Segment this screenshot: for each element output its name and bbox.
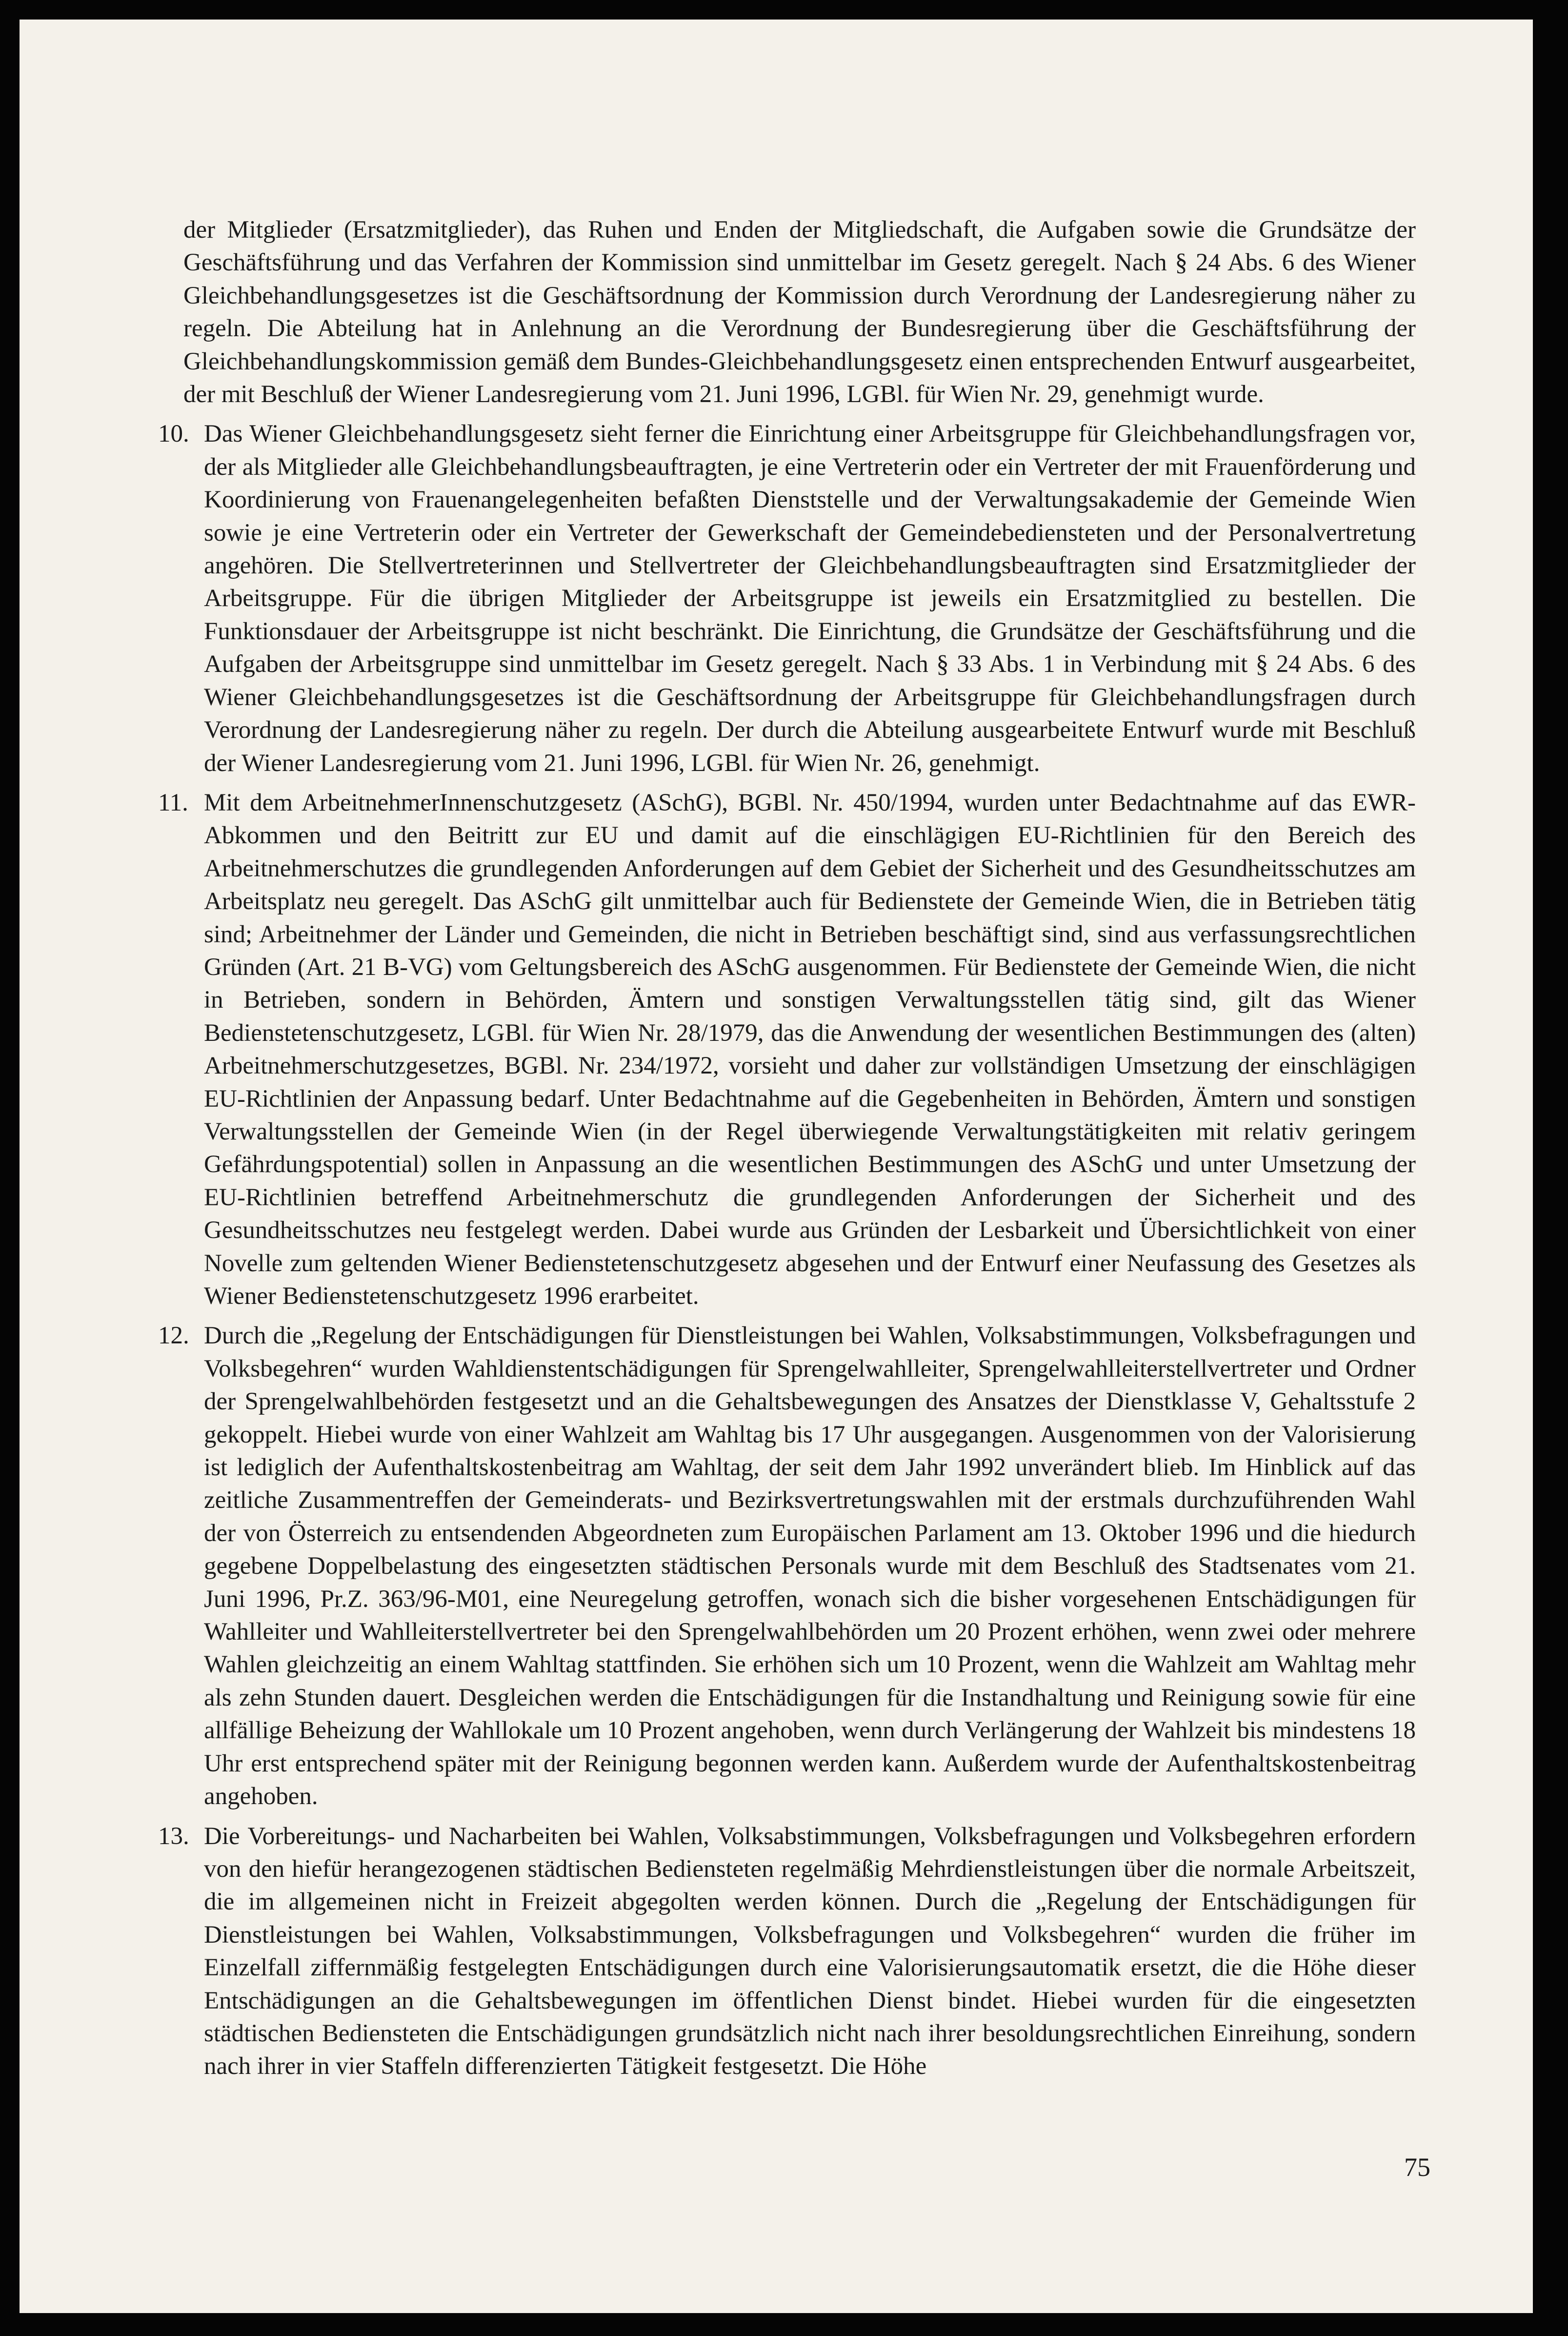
list-item-number: 10.	[158, 420, 189, 448]
list-item-number: 13.	[158, 1822, 189, 1850]
page-number: 75	[1404, 2153, 1430, 2182]
list-item-number: 11.	[158, 789, 188, 816]
list-item-text: Die Vorbereitungs- und Nacharbeiten bei Wahlen, Volksabstimmungen, Volksbefragungen und Volksbegehren erfordern von den hiefür herangezogenen städtischen Bediensteten regelmäßig Mehrdienstleistungen über die normale Arbeitszeit, die im allgemeinen nicht in Freizeit abgegolten werden können. Durch die „Regelung der Entschädigungen für Dienstleistungen bei Wahlen, Volksabstimmungen, Volksbefragungen und Volksbegehren“ wurden die früher im Einzelfall ziffernmäßig festgelegten Entschädigungen durch eine Valorisierungsautomatik ersetzt, die die Höhe dieser Entschädigungen an die Gehaltsbewegungen im öffentlichen Dienst bindet. Hiebei wurden für die eingesetzten städtischen Bediensteten die Entschädigungen grundsätzlich nicht nach ihrer besoldungsrechtlichen Einreihung, sondern nach ihrer in vier Staffeln differenzierten Tätigkeit festgesetzt. Die Höhe	[204, 1822, 1416, 2080]
continuation-paragraph: der Mitglieder (Ersatzmitglieder), das Ruhen und Enden der Mitgliedschaft, die Aufgaben sowie die Grundsätze der Geschäftsführung und das Verfahren der Kommission sind unmittelbar im Gesetz geregelt. Nach § 24 Abs. 6 des Wiener Gleichbehandlungsgesetzes ist die Geschäftsordnung der Kommission durch Verordnung der Landesregierung näher zu regeln. Die Abteilung hat in Anlehnung an die Verordnung der Bundesregierung über die Geschäftsführung der Gleichbehandlungskommission gemäß dem Bundes-Gleichbehandlungsgesetz einen entsprechenden Entwurf ausgearbeitet, der mit Beschluß der Wiener Landesregierung vom 21. Juni 1996, LGBl. für Wien Nr. 29, genehmigt wurde.	[183, 216, 1416, 408]
document-page	[20, 20, 1533, 2313]
list-item-text: Durch die „Regelung der Entschädigungen für Dienstleistungen bei Wahlen, Volksabstimmungen, Volksbefragungen und Volksbegehren“ wurden Wahldienstentschädigungen für Sprengelwahlleiter, Sprengelwahlleiterstellvertreter und Ordner der Sprengelwahlbehörden festgesetzt und an die Gehaltsbewegungen des Ansatzes der Dienstklasse V, Gehaltsstufe 2 gekoppelt. Hiebei wurde von einer Wahlzeit am Wahltag bis 17 Uhr ausgegangen. Ausgenommen von der Valorisierung ist lediglich der Aufenthaltskostenbeitrag am Wahltag, der seit dem Jahr 1992 unverändert blieb. Im Hinblick auf das zeitliche Zusammentreffen der Gemeinderats- und Bezirksvertretungswahlen mit der erstmals durchzuführenden Wahl der von Österreich zu entsendenden Abgeordneten zum Europäischen Parlament am 13. Oktober 1996 und die hiedurch gegebene Doppelbelastung des eingesetzten städtischen Personals wurde mit dem Beschluß des Stadtsenates vom 21. Juni 1996, Pr.Z. 363/96-M01, eine Neuregelung getroffen, wonach sich die bisher vorgesehenen Entschädigungen für Wahlleiter und Wahlleiterstellvertreter bei den Sprengelwahlbehörden um 20 Prozent erhöhen, wenn zwei oder mehrere Wahlen gleichzeitig an einem Wahltag stattfinden. Sie erhöhen sich um 10 Prozent, wenn die Wahlzeit am Wahltag mehr als zehn Stunden dauert. Desgleichen werden die Entschädigungen für die Instandhaltung und Reinigung sowie für eine allfällige Beheizung der Wahllokale um 10 Prozent angehoben, wenn durch Verlängerung der Wahlzeit bis mindestens 18 Uhr erst entsprechend später mit der Reinigung begonnen werden kann. Außerdem wurde der Aufenthaltskostenbeitrag angehoben.	[204, 1322, 1416, 1810]
list-item-text: Mit dem ArbeitnehmerInnenschutzgesetz (ASchG), BGBl. Nr. 450/1994, wurden unter Bedachtnahme auf das EWR-Abkommen und den Beitritt zur EU und damit auf die einschlägigen EU-Richtlinien für den Bereich des Arbeitnehmerschutzes die grundlegenden Anforderungen auf dem Gebiet der Sicherheit und des Gesundheitsschutzes am Arbeitsplatz neu geregelt. Das ASchG gilt unmittelbar auch für Bedienstete der Gemeinde Wien, die in Betrieben tätig sind; Arbeitnehmer der Länder und Gemeinden, die nicht in Betrieben beschäftigt sind, sind aus verfassungsrechtlichen Gründen (Art. 21 B-VG) vom Geltungsbereich des ASchG ausgenommen. Für Bedienstete der Gemeinde Wien, die nicht in Betrieben, sondern in Behörden, Ämtern und sonstigen Verwaltungsstellen tätig sind, gilt das Wiener Bedienstetenschutzgesetz, LGBl. für Wien Nr. 28/1979, das die Anwendung der wesentlichen Bestimmungen des (alten) Arbeitnehmerschutzgesetzes, BGBl. Nr. 234/1972, vorsieht und daher zur vollständigen Umsetzung der einschlägigen EU-Richtlinien der Anpassung bedarf. Unter Bedachtnahme auf die Gegebenheiten in Behörden, Ämtern und sonstigen Verwaltungsstellen der Gemeinde Wien (in der Regel überwiegende Verwaltungstätigkeiten mit relativ geringem Gefährdungspotential) sollen in Anpassung an die wesentlichen Bestimmungen des ASchG und unter Umsetzung der EU-Richtlinien betreffend Arbeitnehmerschutz die grundlegenden Anforderungen der Sicherheit und des Gesundheitsschutzes neu festgelegt werden. Dabei wurde aus Gründen der Lesbarkeit und Übersichtlichkeit von einer Novelle zum geltenden Wiener Bedienstetenschutzgesetz abgesehen und der Entwurf einer Neufassung des Gesetzes als Wiener Bedienstetenschutzgesetz 1996 erarbeitet.	[204, 789, 1416, 1310]
list-item-number: 12.	[158, 1322, 189, 1350]
list-item-11	[158, 787, 1416, 1313]
list-item-12	[158, 1320, 1416, 1813]
list-item-10	[158, 418, 1416, 779]
page-body	[158, 214, 1416, 2083]
list-item-text: Das Wiener Gleichbehandlungsgesetz sieht ferner die Einrichtung einer Arbeitsgruppe für Gleichbehandlungsfragen vor, der als Mitglieder alle Gleichbehandlungsbeauftragten, je eine Vertreterin oder ein Vertreter der mit Frauenförderung und Koordinierung von Frauenangelegenheiten befaßten Dienststelle und der Verwaltungsakademie der Gemeinde Wien sowie je eine Vertreterin oder ein Vertreter der Gewerkschaft der Gemeindebediensteten und der Personalvertretung angehören. Die Stellvertreterinnen und Stellvertreter der Gleichbehandlungsbeauftragten sind Ersatzmitglieder der Arbeitsgruppe. Für die übrigen Mitglieder der Arbeitsgruppe ist jeweils ein Ersatzmitglied zu bestellen. Die Funktionsdauer der Arbeitsgruppe ist nicht beschränkt. Die Einrichtung, die Grundsätze der Geschäftsführung und die Aufgaben der Arbeitsgruppe sind unmittelbar im Gesetz geregelt. Nach § 33 Abs. 1 in Verbindung mit § 24 Abs. 6 des Wiener Gleichbehandlungsgesetzes ist die Geschäftsordnung der Arbeitsgruppe für Gleichbehandlungsfragen durch Verordnung der Landesregierung näher zu regeln. Der durch die Abteilung ausgearbeitete Entwurf wurde mit Beschluß der Wiener Landesregierung vom 21. Juni 1996, LGBl. für Wien Nr. 26, genehmigt.	[204, 420, 1416, 777]
list-item-13	[158, 1820, 1416, 2083]
